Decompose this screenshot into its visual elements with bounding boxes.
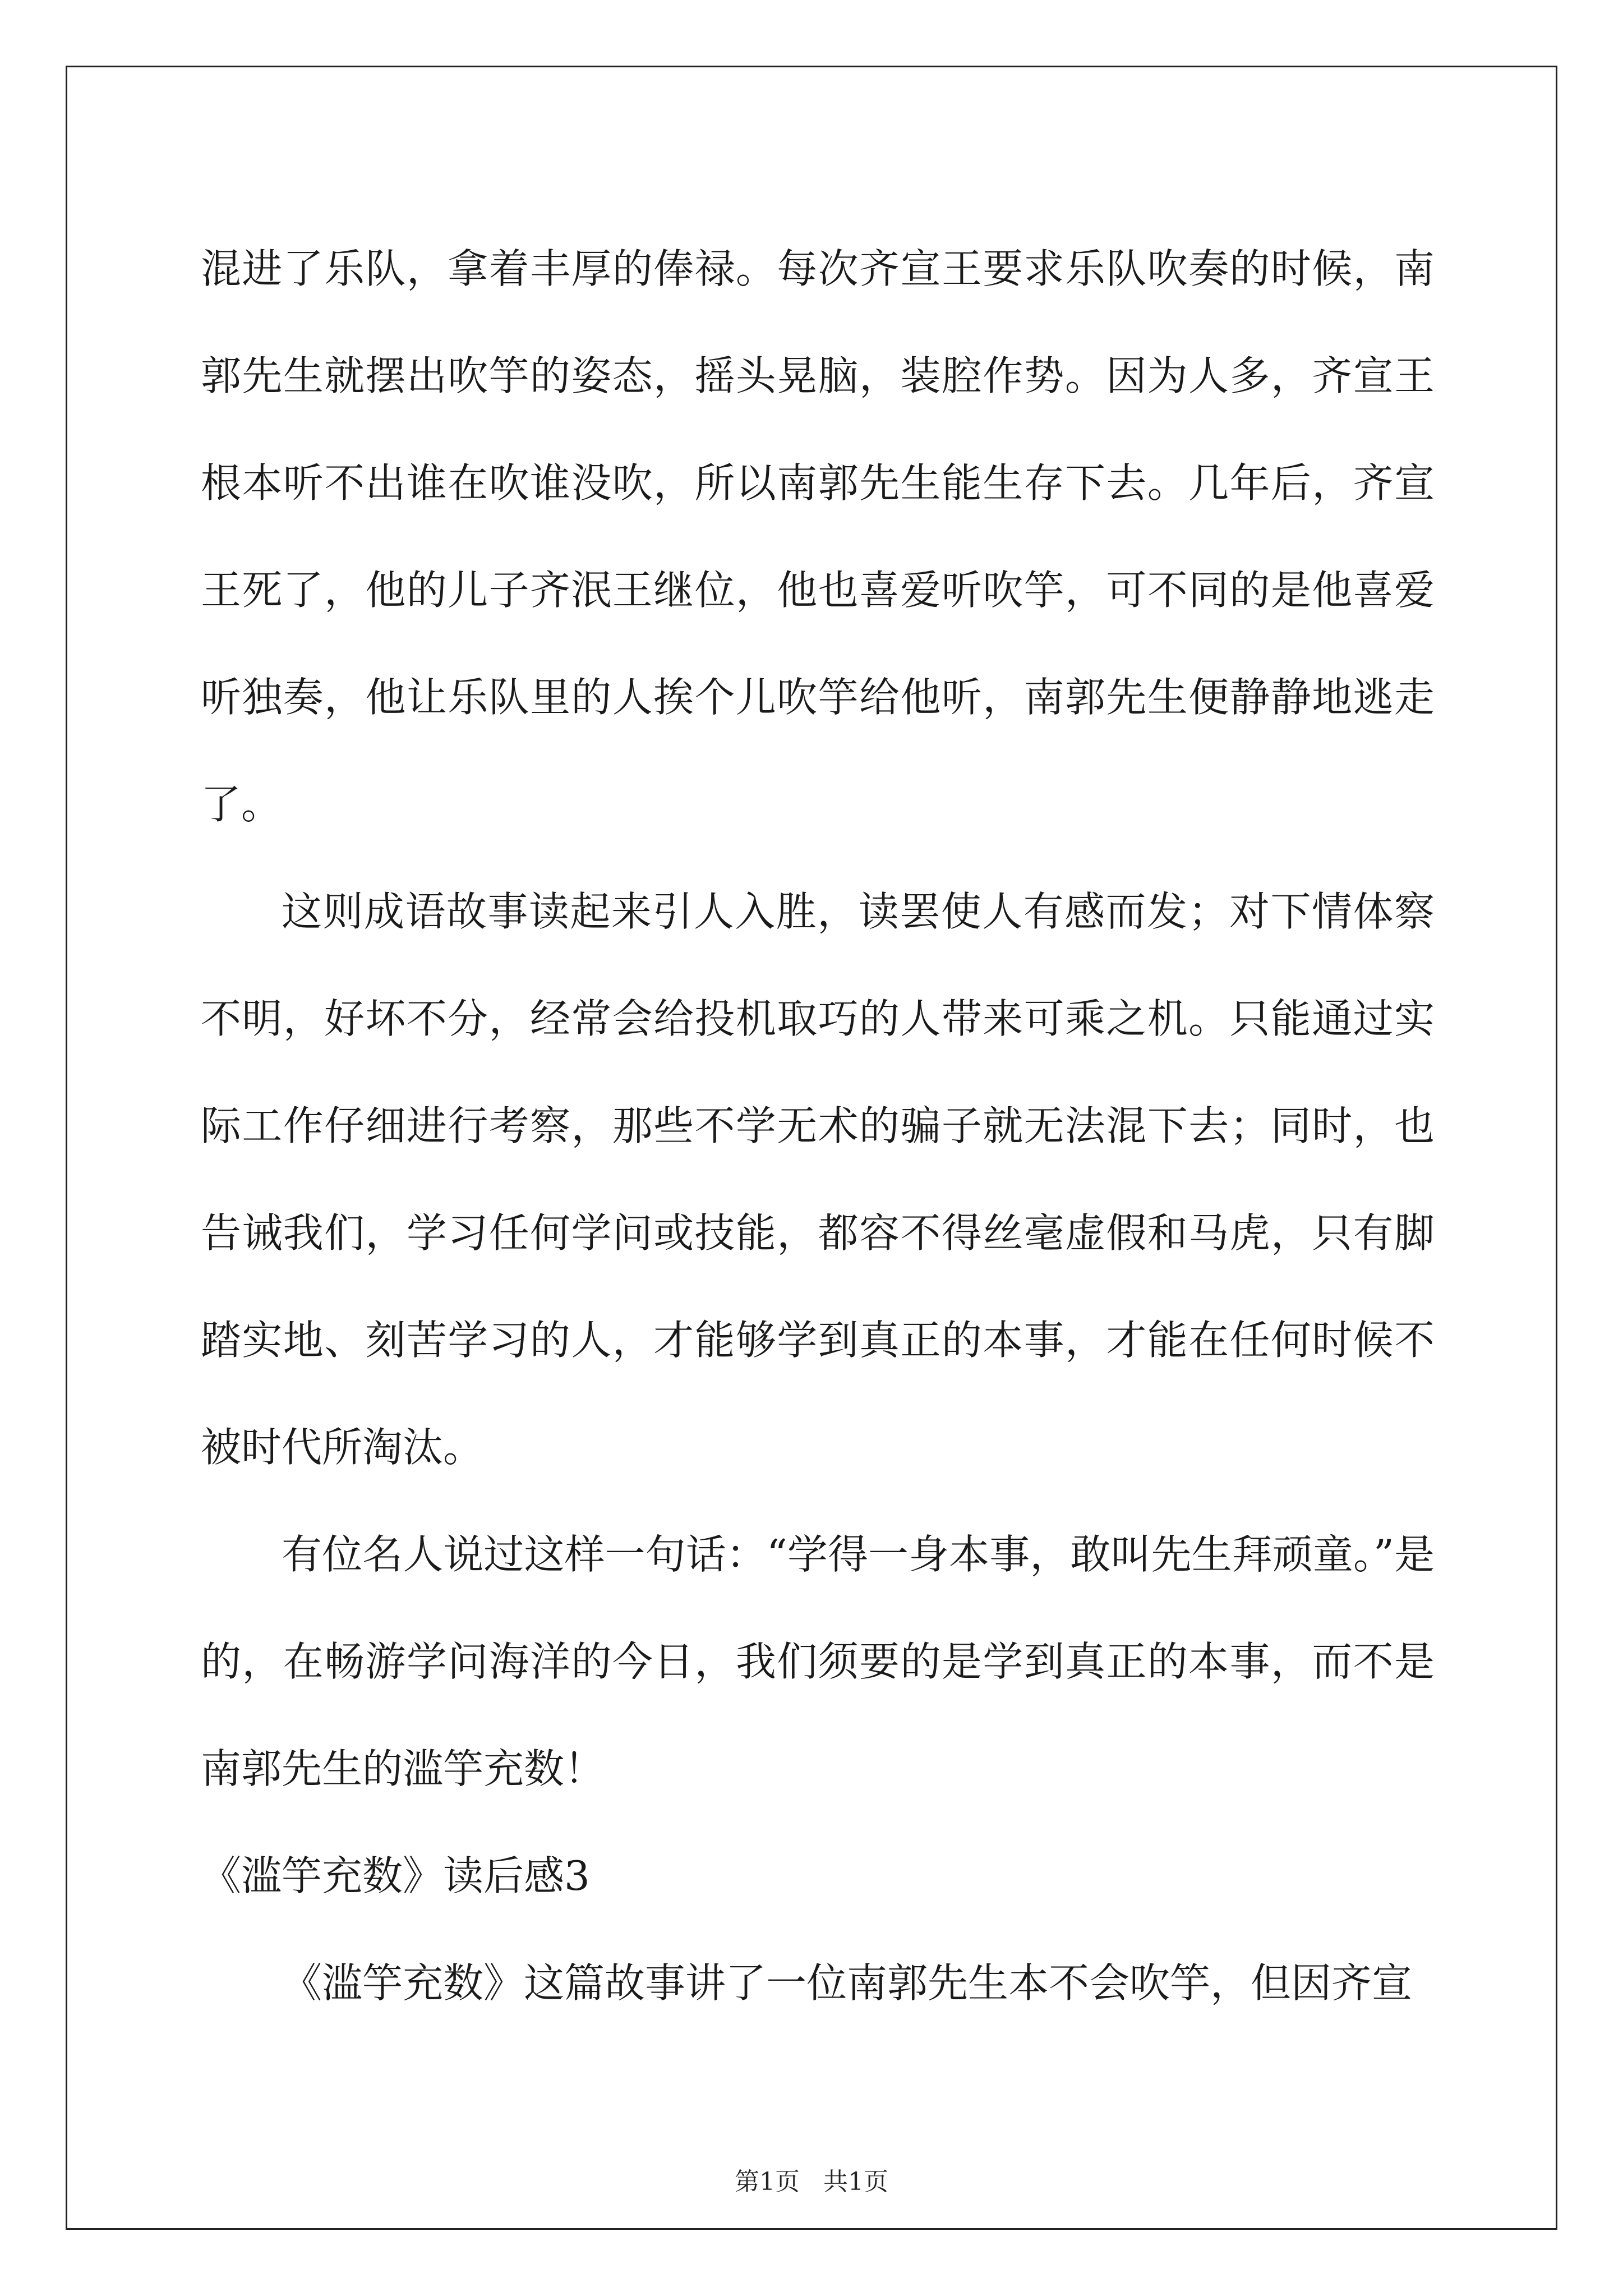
section-heading: 《滥竽充数》读后感3 xyxy=(201,1852,590,1899)
paragraph-3: 有位名人说过这样一句话：“学得一身本事，敢叫先生拜顽童。”是的，在畅游学问海洋的今日，我们须要的是学到真正的本事，而不是南郭先生的滥竽充数！ xyxy=(201,1531,1435,1792)
page-footer xyxy=(0,2165,1623,2199)
page-number-label: 第1页 xyxy=(735,2168,800,2196)
footer-gap xyxy=(800,2168,823,2196)
paragraph-4: 《滥竽充数》这篇故事讲了一位南郭先生本不会吹竽，但因齐宣 xyxy=(282,1959,1413,2007)
paragraph-1: 混进了乐队，拿着丰厚的俸禄。每次齐宣王要求乐队吹奏的时候，南郭先生就摆出吹竽的姿态，摇头晃脑，装腔作势。因为人多，齐宣王根本听不出谁在吹谁没吹，所以南郭先生能生存下去。几年后，齐宣王死了，他的儿子齐泯王继位，他也喜爱听吹竽，可不同的是他喜爱听独奏，他让乐队里的人挨个儿吹竽给他听，南郭先生便静静地逃走了。 xyxy=(201,245,1435,828)
page-total-label: 共1页 xyxy=(823,2168,888,2196)
document-body xyxy=(201,215,1435,2037)
paragraph-2: 这则成语故事读起来引人入胜，读罢使人有感而发；对下情体察不明，好坏不分，经常会给投机取巧的人带来可乘之机。只能通过实际工作仔细进行考察，那些不学无术的骗子就无法混下去；同时，也告诫我们，学习任何学问或技能，都容不得丝毫虚假和马虎，只有脚踏实地、刻苦学习的人，才能够学到真正的本事，才能在任何时候不被时代所淘汰。 xyxy=(201,888,1435,1471)
